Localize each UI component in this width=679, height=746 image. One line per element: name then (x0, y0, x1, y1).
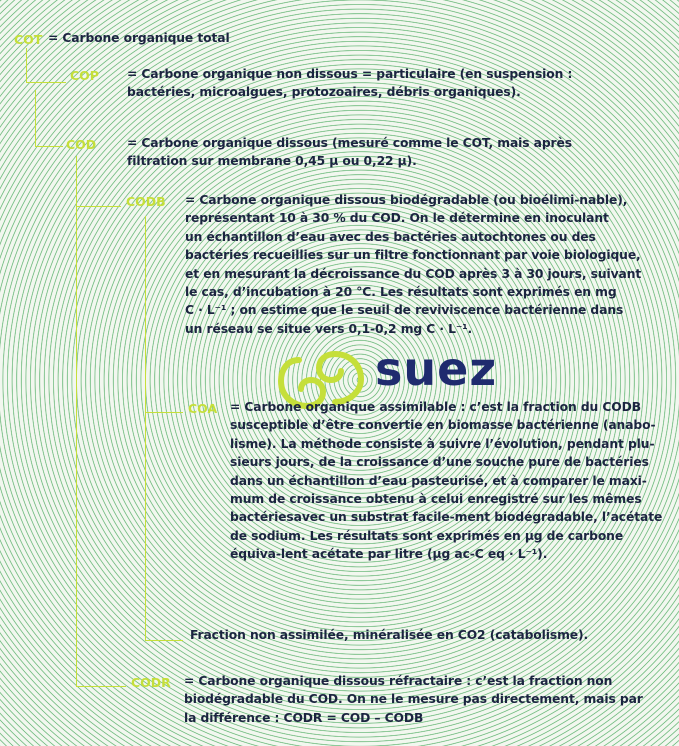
codr-line: = Carbone organique dissous réfractaire : c’est la fraction non (184, 674, 613, 688)
cod-definition (127, 134, 572, 171)
codb-line: C · L⁻¹ ; on estime que le seuil de reviviscence bactérienne dans (185, 303, 624, 318)
tree-branch-cop (26, 82, 66, 83)
fraction-definition: Fraction non assimilée, minéralisée en CO2 (catabolisme). (190, 628, 589, 642)
coa-acronym: COA (188, 401, 218, 416)
coa-line: = Carbone organique assimilable : c’est la fraction du CODB (230, 400, 642, 414)
codb-line: un réseau se situe vers 0,1-0,2 mg C · L⁻¹. (185, 321, 473, 336)
cod-line: = Carbone organique dissous (mesuré comme le COT, mais après (127, 136, 572, 150)
coa-definition (230, 398, 662, 564)
tree-branch-fraction (145, 640, 183, 641)
tree-line-cot (26, 48, 27, 82)
codb-line: un échantillon d’eau avec des bactéries autochtones ou des (185, 229, 596, 244)
cod-line: filtration sur membrane 0,45 μ ou 0,22 μ). (127, 154, 417, 169)
coa-line: mum de croissance obtenu à celui enregistré sur les mêmes (230, 492, 642, 507)
coa-line: dans un échantillon d’eau pasteurisé, et à comparer le maxi- (230, 473, 647, 488)
coa-line: lisme). La méthode consiste à suivre l’évolution, pendant plu- (230, 436, 655, 451)
tree-branch-coa (145, 412, 183, 413)
codb-line: bactéries recueillies sur un filtre fonctionnant par voie biologique, (185, 248, 641, 263)
codr-definition (184, 672, 643, 727)
tree-branch-codr (76, 686, 126, 687)
codr-line: la différence : CODR = COD – CODB (184, 710, 424, 725)
cop-line: = Carbone organique non dissous = particulaire (en suspension : (127, 67, 573, 81)
tree-line-codb (145, 216, 146, 640)
codb-definition (185, 191, 641, 338)
cop-acronym: COP (70, 68, 99, 83)
codr-acronym: CODR (131, 675, 171, 690)
codr-line: biodégradable du COD. On ne le mesure pas directement, mais par (184, 692, 643, 707)
tree-line-cop-cod (35, 90, 36, 146)
codb-line: et en mesurant la décroissance du COD après 3 à 30 jours, suivant (185, 266, 642, 281)
codb-acronym: CODB (126, 194, 166, 209)
tree-branch-codb (76, 206, 121, 207)
cot-definition: = Carbone organique total (48, 31, 230, 45)
coa-line: de sodium. Les résultats sont exprimés en μg de carbone (230, 528, 624, 543)
codb-line: le cas, d’incubation à 20 °C. Les résultats sont exprimés en mg (185, 285, 617, 300)
cot-acronym: COT (14, 32, 43, 47)
cop-definition (127, 65, 572, 102)
cop-line: bactéries, microalgues, protozoaires, débris organiques). (127, 85, 521, 100)
coa-line: équiva-lent acétate par litre (μg ac-C eq · L⁻¹). (230, 547, 548, 562)
codb-line: = Carbone organique dissous biodégradable (ou bioélimi-nable), (185, 193, 628, 207)
codb-line: représentant 10 à 30 % du COD. On le détermine en inoculant (185, 211, 609, 226)
tree-branch-cod (35, 146, 63, 147)
coa-line: sieurs jours, de la croissance d’une souche pure de bactéries (230, 455, 649, 470)
suez-wordmark: suez (375, 342, 498, 396)
coa-line: susceptible d’être convertie en biomasse bactérienne (anabo- (230, 418, 656, 433)
tree-line-cod (76, 156, 77, 686)
coa-line: bactériesavec un substrat facile-ment biodégradable, l’acétate (230, 510, 663, 525)
cod-acronym: COD (66, 137, 97, 152)
